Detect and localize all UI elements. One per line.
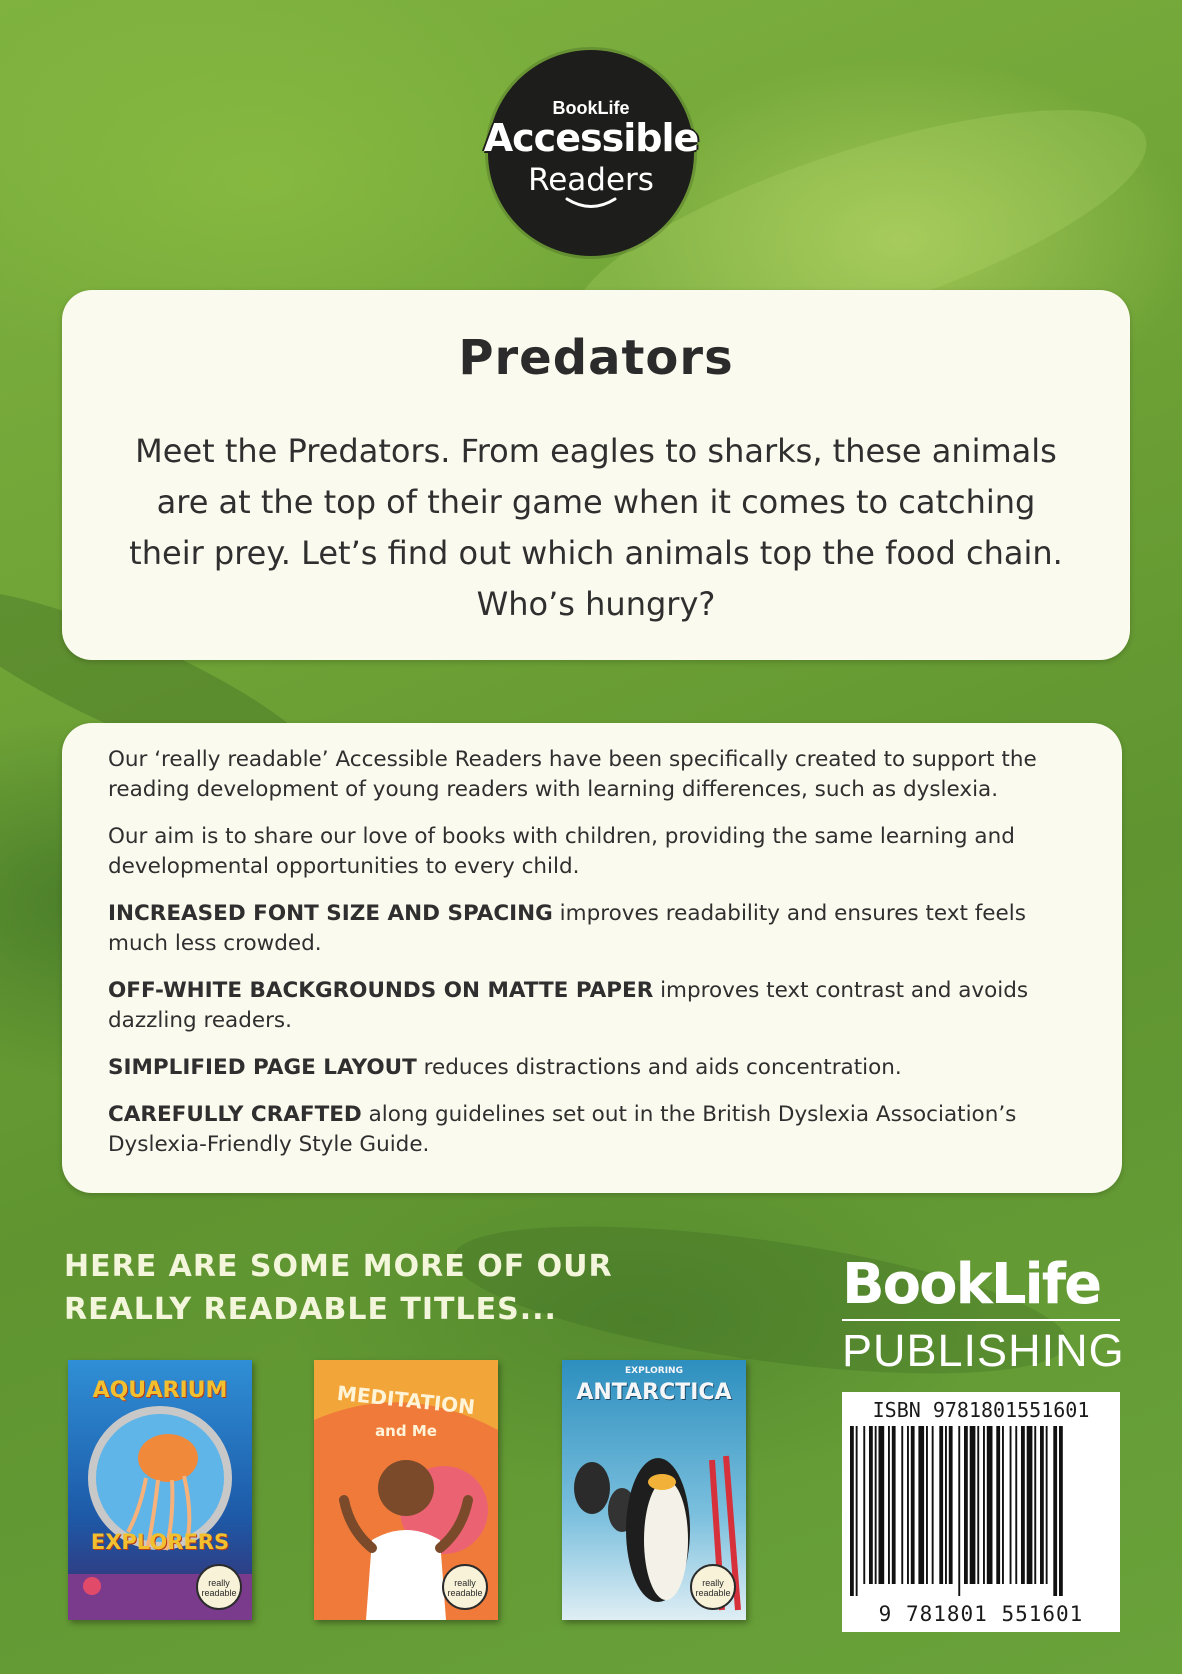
- info-aim: Our aim is to share our love of books with children, providing the same learning and developmental opportunities to every child.: [108, 824, 1015, 879]
- barcode-bars: [850, 1426, 1112, 1596]
- publisher-sub: PUBLISHING: [842, 1325, 1125, 1376]
- publisher-logo: [842, 1252, 1125, 1376]
- barcode-bar: [869, 1426, 873, 1584]
- info-intro: Our ‘really readable’ Accessible Readers have been specifically created to support the reading development of young readers with learning differences, such as dyslexia.: [108, 747, 1037, 802]
- barcode-bar: [1046, 1426, 1048, 1584]
- meditation-title-bottom: and Me: [375, 1422, 437, 1440]
- info-card: [62, 723, 1122, 1193]
- isbn-label: ISBN 9781801551601: [872, 1398, 1090, 1422]
- barcode-bar: [875, 1426, 877, 1584]
- barcode-bar: [850, 1426, 854, 1596]
- barcode-bar: [939, 1426, 943, 1584]
- barcode-bar: [1059, 1426, 1063, 1596]
- barcode-bar: [879, 1426, 885, 1584]
- barcode-bar: [996, 1426, 1000, 1584]
- barcode-bar: [1053, 1426, 1057, 1596]
- feature-heading: OFF-WHITE BACKGROUNDS ON MATTE PAPER: [108, 978, 654, 1003]
- feature-heading: CAREFULLY CRAFTED: [108, 1102, 362, 1127]
- really-readable-badge: really readable: [196, 1564, 242, 1610]
- barcode-bar: [1021, 1426, 1025, 1584]
- book-cover-aquarium: [68, 1360, 252, 1620]
- barcode-bar: [970, 1426, 976, 1584]
- barcode-bar: [964, 1426, 968, 1584]
- feature-text: along guidelines set out in the British Dyslexia Association’s Dyslexia-Friendly Style Guide.: [108, 1102, 1017, 1157]
- logo-readers: Readers: [528, 162, 654, 198]
- barcode-bar: [907, 1426, 909, 1584]
- barcode-bar: [945, 1426, 947, 1584]
- book-title: Predators: [458, 330, 734, 386]
- summary-card: [62, 290, 1130, 660]
- aquarium-title-top: AQUARIUM: [92, 1378, 228, 1403]
- barcode-bar: [856, 1426, 858, 1596]
- smile-icon: [564, 196, 618, 210]
- publisher-name: BookLife: [842, 1252, 1101, 1317]
- barcode-bar: [911, 1426, 915, 1584]
- feature-text: reduces distractions and aids concentration.: [416, 1055, 902, 1080]
- barcode-bar: [932, 1426, 934, 1584]
- feature-text: improves readability and ensures text feels much less crowded.: [108, 901, 1026, 956]
- barcode-bar: [863, 1426, 865, 1584]
- barcode-bar: [1040, 1426, 1044, 1584]
- publisher-divider: [842, 1319, 1120, 1321]
- really-readable-badge: really readable: [442, 1564, 488, 1610]
- book-cover-meditation: [314, 1360, 498, 1620]
- feature-heading: INCREASED FONT SIZE AND SPACING: [108, 901, 553, 926]
- barcode-bar: [1027, 1426, 1033, 1584]
- logo-brand: BookLife: [552, 98, 630, 118]
- feature-item: [108, 1053, 1088, 1083]
- more-titles-heading: HERE ARE SOME MORE OF OUR REALLY READABLE TITLES...: [64, 1249, 613, 1327]
- barcode-bar: [1015, 1426, 1017, 1584]
- barcode-bar: [888, 1426, 890, 1584]
- barcode-bar: [958, 1426, 960, 1596]
- barcode-bar: [918, 1426, 924, 1584]
- meditation-title-top: MEDITATION: [335, 1380, 477, 1420]
- barcode-bar: [977, 1426, 979, 1584]
- barcode-bar: [901, 1426, 903, 1584]
- barcode-bar: [926, 1426, 928, 1584]
- barcode-digits: 9 781801 551601: [878, 1602, 1084, 1626]
- barcode-bar: [1010, 1426, 1012, 1584]
- barcode-bar: [1002, 1426, 1004, 1584]
- book-blurb: Meet the Predators. From eagles to sharks, these animals are at the top of their game when it comes to catching their prey. Let’s find out which animals top the food chain. Who’s hungry?: [129, 432, 1063, 623]
- barcode-bar: [1034, 1426, 1036, 1584]
- aquarium-title-bottom: EXPLORERS: [90, 1530, 230, 1554]
- barcode-bar: [949, 1426, 953, 1584]
- feature-text: improves text contrast and avoids dazzling readers.: [108, 978, 1029, 1033]
- feature-item: [108, 976, 1088, 1036]
- book-cover-antarctica: [562, 1360, 746, 1620]
- barcode-bar: [987, 1426, 993, 1584]
- feature-item: [108, 899, 1088, 959]
- accessible-readers-logo: [483, 50, 699, 256]
- barcode: [842, 1392, 1120, 1632]
- barcode-bar: [892, 1426, 896, 1584]
- really-readable-badge: really readable: [690, 1564, 736, 1610]
- antarctica-title-bottom: ANTARCTICA: [576, 1380, 732, 1405]
- antarctica-title-top: EXPLORING: [625, 1366, 683, 1376]
- barcode-bar: [983, 1426, 985, 1584]
- feature-item: [108, 1100, 1088, 1160]
- feature-heading: SIMPLIFIED PAGE LAYOUT: [108, 1055, 417, 1080]
- logo-accessible: Accessible: [483, 116, 699, 160]
